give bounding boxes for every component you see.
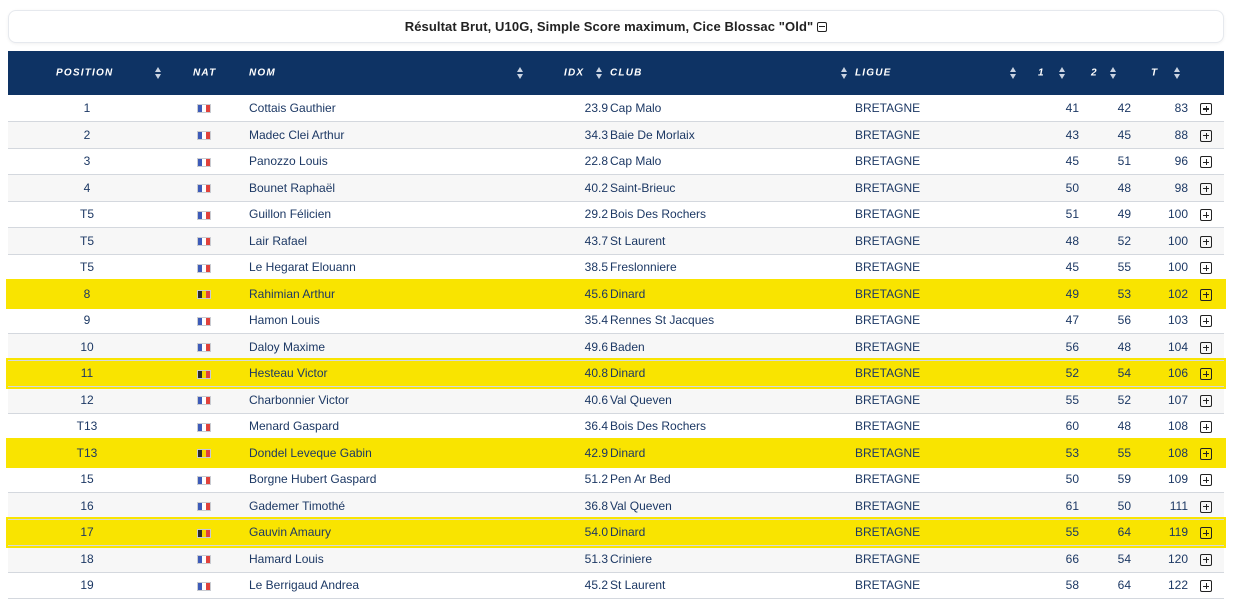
round-1-score-cell: 49 [1065,286,1079,301]
position-cell: 3 [83,154,91,169]
sort-icon[interactable] [1174,67,1181,79]
round-1-score-cell: 43 [1065,127,1079,142]
ligue-cell: BRETAGNE [855,260,921,275]
player-name-cell: Gademer Timothé [249,498,346,513]
position-cell: 18 [80,551,94,566]
total-score-cell: 100 [1167,233,1188,248]
round-2-score-cell: 52 [1117,392,1131,407]
ligue-cell: BRETAGNE [855,551,921,566]
nationality-cell [166,413,241,440]
expand-cell[interactable] [1188,201,1224,228]
club-cell: Val Queven [610,498,672,513]
table-row[interactable] [8,546,1224,573]
round-1-score-cell: 56 [1065,339,1079,354]
column-header-club[interactable] [608,51,853,95]
table-row[interactable] [8,254,1224,281]
flag-icon [197,158,211,167]
player-name-cell: Le Berrigaud Andrea [249,578,360,593]
club-cell: Rennes St Jacques [610,313,715,328]
nationality-cell [166,95,241,122]
player-name-cell: Rahimian Arthur [249,286,336,301]
sort-icon[interactable] [596,67,603,79]
player-name-cell: Borgne Hubert Gaspard [249,472,377,487]
round-1-score-cell: 53 [1065,445,1079,460]
club-cell: St Laurent [610,578,666,593]
round-1-score-cell: 41 [1065,101,1079,115]
column-header-nat[interactable] [166,51,241,95]
player-name-cell: Daloy Maxime [249,339,326,354]
table-row[interactable] [8,519,1224,546]
ligue-cell: BRETAGNE [855,472,921,487]
expand-cell[interactable] [1188,334,1224,361]
nationality-cell [166,201,241,228]
table-row[interactable] [8,440,1224,467]
table-row[interactable] [8,360,1224,387]
position-cell: 10 [80,339,94,354]
index-cell: 45.6 [584,286,608,301]
expand-icon[interactable] [1200,527,1212,539]
round-2-score-cell: 42 [1117,101,1131,115]
index-cell: 43.7 [584,233,608,248]
round-2-score-cell: 55 [1117,260,1131,275]
round-2-score-cell: 49 [1117,207,1131,222]
club-cell: Dinard [610,286,646,301]
expand-cell[interactable] [1188,413,1224,440]
player-name-cell: Dondel Leveque Gabin [249,445,372,460]
player-name-cell: Charbonnier Victor [249,392,349,407]
position-cell: T5 [79,233,94,248]
column-header-ligue[interactable] [853,51,1029,95]
expand-icon[interactable] [1200,501,1212,513]
round-1-score-cell: 52 [1065,366,1079,381]
ligue-cell: BRETAGNE [855,127,921,142]
flag-icon [197,264,211,273]
round-2-score-cell: 53 [1117,286,1131,301]
ligue-cell: BRETAGNE [855,339,921,354]
sort-icon[interactable] [155,67,162,79]
column-header-idx[interactable] [529,51,608,95]
nationality-cell [166,519,241,546]
table-row[interactable] [8,493,1224,520]
player-name-cell: Le Hegarat Elouann [249,260,356,275]
player-name-cell: Guillon Félicien [249,207,332,222]
total-score-cell: 122 [1167,578,1188,593]
collapse-icon[interactable] [817,22,827,32]
flag-icon [197,582,211,591]
nationality-cell [166,307,241,334]
total-score-cell: 106 [1167,366,1188,381]
round-2-score-cell: 48 [1117,180,1131,195]
expand-cell[interactable] [1188,228,1224,255]
flag-icon [197,317,211,326]
position-cell: 12 [80,392,94,407]
club-cell: Dinard [610,525,646,540]
position-cell: T5 [79,260,94,275]
club-cell: Bois Des Rochers [610,419,707,434]
column-header-label: T [1151,67,1159,79]
nationality-cell [166,254,241,281]
ligue-cell: BRETAGNE [855,313,921,328]
total-score-cell: 96 [1174,154,1188,169]
ligue-cell: BRETAGNE [855,366,921,381]
expand-icon[interactable] [1200,315,1212,327]
index-cell: 40.8 [584,366,608,381]
expand-icon[interactable] [1200,103,1212,115]
results-title-panel [8,10,1224,43]
table-row[interactable] [8,572,1224,599]
position-cell: 2 [83,127,91,142]
table-row[interactable] [8,228,1224,255]
nationality-cell [166,228,241,255]
round-1-score-cell: 50 [1065,472,1079,487]
expand-cell[interactable] [1188,493,1224,520]
table-row[interactable] [8,148,1224,175]
club-cell: Freslonniere [610,260,677,275]
expand-cell[interactable] [1188,281,1224,308]
flag-icon [197,184,211,193]
club-cell: Saint-Brieuc [610,180,676,195]
expand-icon[interactable] [1200,448,1212,460]
club-cell: Dinard [610,366,646,381]
table-row[interactable] [8,281,1224,308]
round-2-score-cell: 54 [1117,366,1131,381]
position-cell: 4 [83,180,91,195]
round-2-score-cell: 59 [1117,472,1131,487]
position-cell: 8 [83,286,91,301]
round-1-score-cell: 60 [1065,419,1079,434]
index-cell: 34.3 [584,127,608,142]
round-2-score-cell: 45 [1117,127,1131,142]
column-header-round-1[interactable] [1029,51,1079,95]
ligue-cell: BRETAGNE [855,419,921,434]
flag-icon [197,423,211,432]
position-cell: 15 [80,472,94,487]
total-score-cell: 98 [1174,180,1188,195]
round-2-score-cell: 64 [1117,578,1131,593]
position-cell: T5 [79,207,94,222]
ligue-cell: BRETAGNE [855,180,921,195]
club-cell: Val Queven [610,392,672,407]
total-score-cell: 108 [1167,419,1188,434]
round-1-score-cell: 51 [1065,207,1079,222]
expand-cell[interactable] [1188,254,1224,281]
round-1-score-cell: 47 [1065,313,1079,328]
index-cell: 51.2 [584,472,608,487]
ligue-cell: BRETAGNE [855,498,921,513]
flag-icon [197,396,211,405]
player-name-cell: Madec Clei Arthur [249,127,345,142]
flag-icon [197,237,211,246]
ligue-cell: BRETAGNE [855,154,921,169]
expand-icon[interactable] [1200,262,1212,274]
expand-cell[interactable] [1188,440,1224,467]
total-score-cell: 102 [1167,286,1188,301]
total-score-cell: 108 [1167,445,1188,460]
flag-icon [197,449,211,458]
flag-icon [197,370,211,379]
club-cell: Baden [610,339,645,354]
club-cell: St Laurent [610,233,666,248]
expand-icon[interactable] [1200,395,1212,407]
round-1-score-cell: 61 [1065,498,1079,513]
expand-cell[interactable] [1188,466,1224,493]
round-2-score-cell: 50 [1117,498,1131,513]
nationality-cell [166,466,241,493]
expand-cell[interactable] [1188,519,1224,546]
round-1-score-cell: 55 [1065,392,1079,407]
flag-icon [197,211,211,220]
expand-icon[interactable] [1200,130,1212,142]
table-row[interactable] [8,122,1224,149]
club-cell: Bois Des Rochers [610,207,707,222]
position-cell: 11 [80,366,94,381]
nationality-cell [166,334,241,361]
ligue-cell: BRETAGNE [855,445,921,460]
table-row[interactable] [8,387,1224,414]
position-cell: 19 [80,578,94,593]
column-header-nom[interactable] [241,51,529,95]
player-name-cell: Hamard Louis [249,551,324,566]
expand-icon[interactable] [1200,183,1212,195]
expand-icon[interactable] [1200,236,1212,248]
player-name-cell: Cottais Gauthier [249,101,336,115]
club-cell: Pen Ar Bed [610,472,671,487]
club-cell: Criniere [610,551,653,566]
expand-icon[interactable] [1200,554,1212,566]
position-cell: T13 [76,419,98,434]
flag-icon [197,476,211,485]
expand-cell[interactable] [1188,546,1224,573]
round-2-score-cell: 54 [1117,551,1131,566]
expand-icon[interactable] [1200,156,1212,168]
nationality-cell [166,281,241,308]
table-row[interactable] [8,307,1224,334]
nationality-cell [166,175,241,202]
ligue-cell: BRETAGNE [855,286,921,301]
expand-cell[interactable] [1188,307,1224,334]
round-2-score-cell: 64 [1117,525,1131,540]
ligue-cell: BRETAGNE [855,207,921,222]
index-cell: 23.9 [584,101,608,115]
table-row[interactable] [8,201,1224,228]
sort-icon[interactable] [517,67,524,79]
expand-cell[interactable] [1188,360,1224,387]
column-header-label: POSITION [56,67,114,79]
total-score-cell: 104 [1167,339,1188,354]
table-header-row [8,51,1224,95]
position-cell: 17 [80,525,94,540]
round-2-score-cell: 56 [1117,313,1131,328]
club-cell: Cap Malo [610,101,662,115]
expand-icon[interactable] [1200,289,1212,301]
ligue-cell: BRETAGNE [855,578,921,593]
column-header-position[interactable] [8,51,166,95]
table-row[interactable] [8,95,1224,122]
player-name-cell: Hamon Louis [249,313,320,328]
position-cell: 16 [80,498,94,513]
round-1-score-cell: 58 [1065,578,1079,593]
column-header-label: IDX [564,67,585,79]
index-cell: 29.2 [584,207,608,222]
flag-icon [197,343,211,352]
total-score-cell: 120 [1167,551,1188,566]
position-cell: T13 [76,445,98,460]
round-1-score-cell: 50 [1065,180,1079,195]
round-1-score-cell: 45 [1065,260,1079,275]
ligue-cell: BRETAGNE [855,392,921,407]
nationality-cell [166,493,241,520]
column-header-expand [1188,51,1224,95]
position-cell: 9 [83,313,91,328]
round-1-score-cell: 55 [1065,525,1079,540]
column-header-total[interactable] [1131,51,1188,95]
round-1-score-cell: 48 [1065,233,1079,248]
index-cell: 49.6 [584,339,608,354]
total-score-cell: 109 [1167,472,1188,487]
nationality-cell [166,387,241,414]
nationality-cell [166,360,241,387]
sort-icon[interactable] [1110,67,1117,79]
flag-icon [197,502,211,511]
index-cell: 40.2 [584,180,608,195]
round-2-score-cell: 55 [1117,445,1131,460]
total-score-cell: 111 [1169,498,1188,513]
round-2-score-cell: 48 [1117,339,1131,354]
table-row[interactable] [8,413,1224,440]
player-name-cell: Hesteau Victor [249,366,328,381]
ligue-cell: BRETAGNE [855,233,921,248]
round-1-score-cell: 45 [1065,154,1079,169]
total-score-cell: 100 [1167,207,1188,222]
index-cell: 35.4 [584,313,608,328]
total-score-cell: 103 [1167,313,1188,328]
flag-icon [197,555,211,564]
ligue-cell: BRETAGNE [855,101,921,115]
index-cell: 45.2 [584,578,608,593]
expand-icon[interactable] [1200,209,1212,221]
expand-cell[interactable] [1188,95,1224,122]
flag-icon [197,290,211,299]
sort-icon[interactable] [1010,67,1017,79]
flag-icon [197,131,211,140]
column-header-label: NOM [249,67,276,79]
player-name-cell: Panozzo Louis [249,154,328,169]
index-cell: 42.9 [584,445,608,460]
expand-icon[interactable] [1200,421,1212,433]
nationality-cell [166,546,241,573]
total-score-cell: 100 [1167,260,1188,275]
club-cell: Dinard [610,445,646,460]
index-cell: 54.0 [584,525,608,540]
club-cell: Baie De Morlaix [610,127,695,142]
expand-cell[interactable] [1188,387,1224,414]
flag-icon [197,104,211,113]
club-cell: Cap Malo [610,154,662,169]
column-header-round-2[interactable] [1079,51,1131,95]
column-header-label: NAT [193,67,217,79]
nationality-cell [166,122,241,149]
expand-icon[interactable] [1200,580,1212,592]
expand-icon[interactable] [1200,474,1212,486]
column-header-label: CLUB [610,67,643,79]
sort-icon[interactable] [1059,67,1066,79]
expand-cell[interactable] [1188,148,1224,175]
round-2-score-cell: 48 [1117,419,1131,434]
column-header-label: 1 [1038,67,1045,79]
results-table [8,51,1224,599]
player-name-cell: Menard Gaspard [249,419,340,434]
total-score-cell: 119 [1168,525,1188,540]
total-score-cell: 107 [1167,392,1188,407]
round-1-score-cell: 66 [1065,551,1079,566]
flag-icon [197,529,211,538]
expand-cell[interactable] [1188,572,1224,599]
expand-icon[interactable] [1200,368,1212,380]
round-2-score-cell: 52 [1117,233,1131,248]
index-cell: 22.8 [584,154,608,169]
index-cell: 51.3 [584,551,608,566]
player-name-cell: Bounet Raphaël [249,180,336,195]
column-header-label: LIGUE [855,67,892,79]
index-cell: 38.5 [584,260,608,275]
total-score-cell: 83 [1174,101,1188,115]
index-cell: 36.8 [584,498,608,513]
index-cell: 40.6 [584,392,608,407]
table-row[interactable] [8,334,1224,361]
nationality-cell [166,440,241,467]
player-name-cell: Gauvin Amaury [249,525,332,540]
total-score-cell: 88 [1174,127,1188,142]
index-cell: 36.4 [584,419,608,434]
round-2-score-cell: 51 [1117,154,1131,169]
position-cell: 1 [83,101,91,115]
expand-cell[interactable] [1188,122,1224,149]
expand-icon[interactable] [1200,342,1212,354]
player-name-cell: Lair Rafael [249,233,308,248]
nationality-cell [166,572,241,599]
nationality-cell [166,148,241,175]
column-header-label: 2 [1091,67,1098,79]
results-title: Résultat Brut, U10G, Simple Score maximum, Cice Blossac "Old" [404,19,814,34]
table-row[interactable] [8,175,1224,202]
table-row[interactable] [8,466,1224,493]
expand-cell[interactable] [1188,175,1224,202]
ligue-cell: BRETAGNE [855,525,921,540]
sort-icon[interactable] [841,67,848,79]
